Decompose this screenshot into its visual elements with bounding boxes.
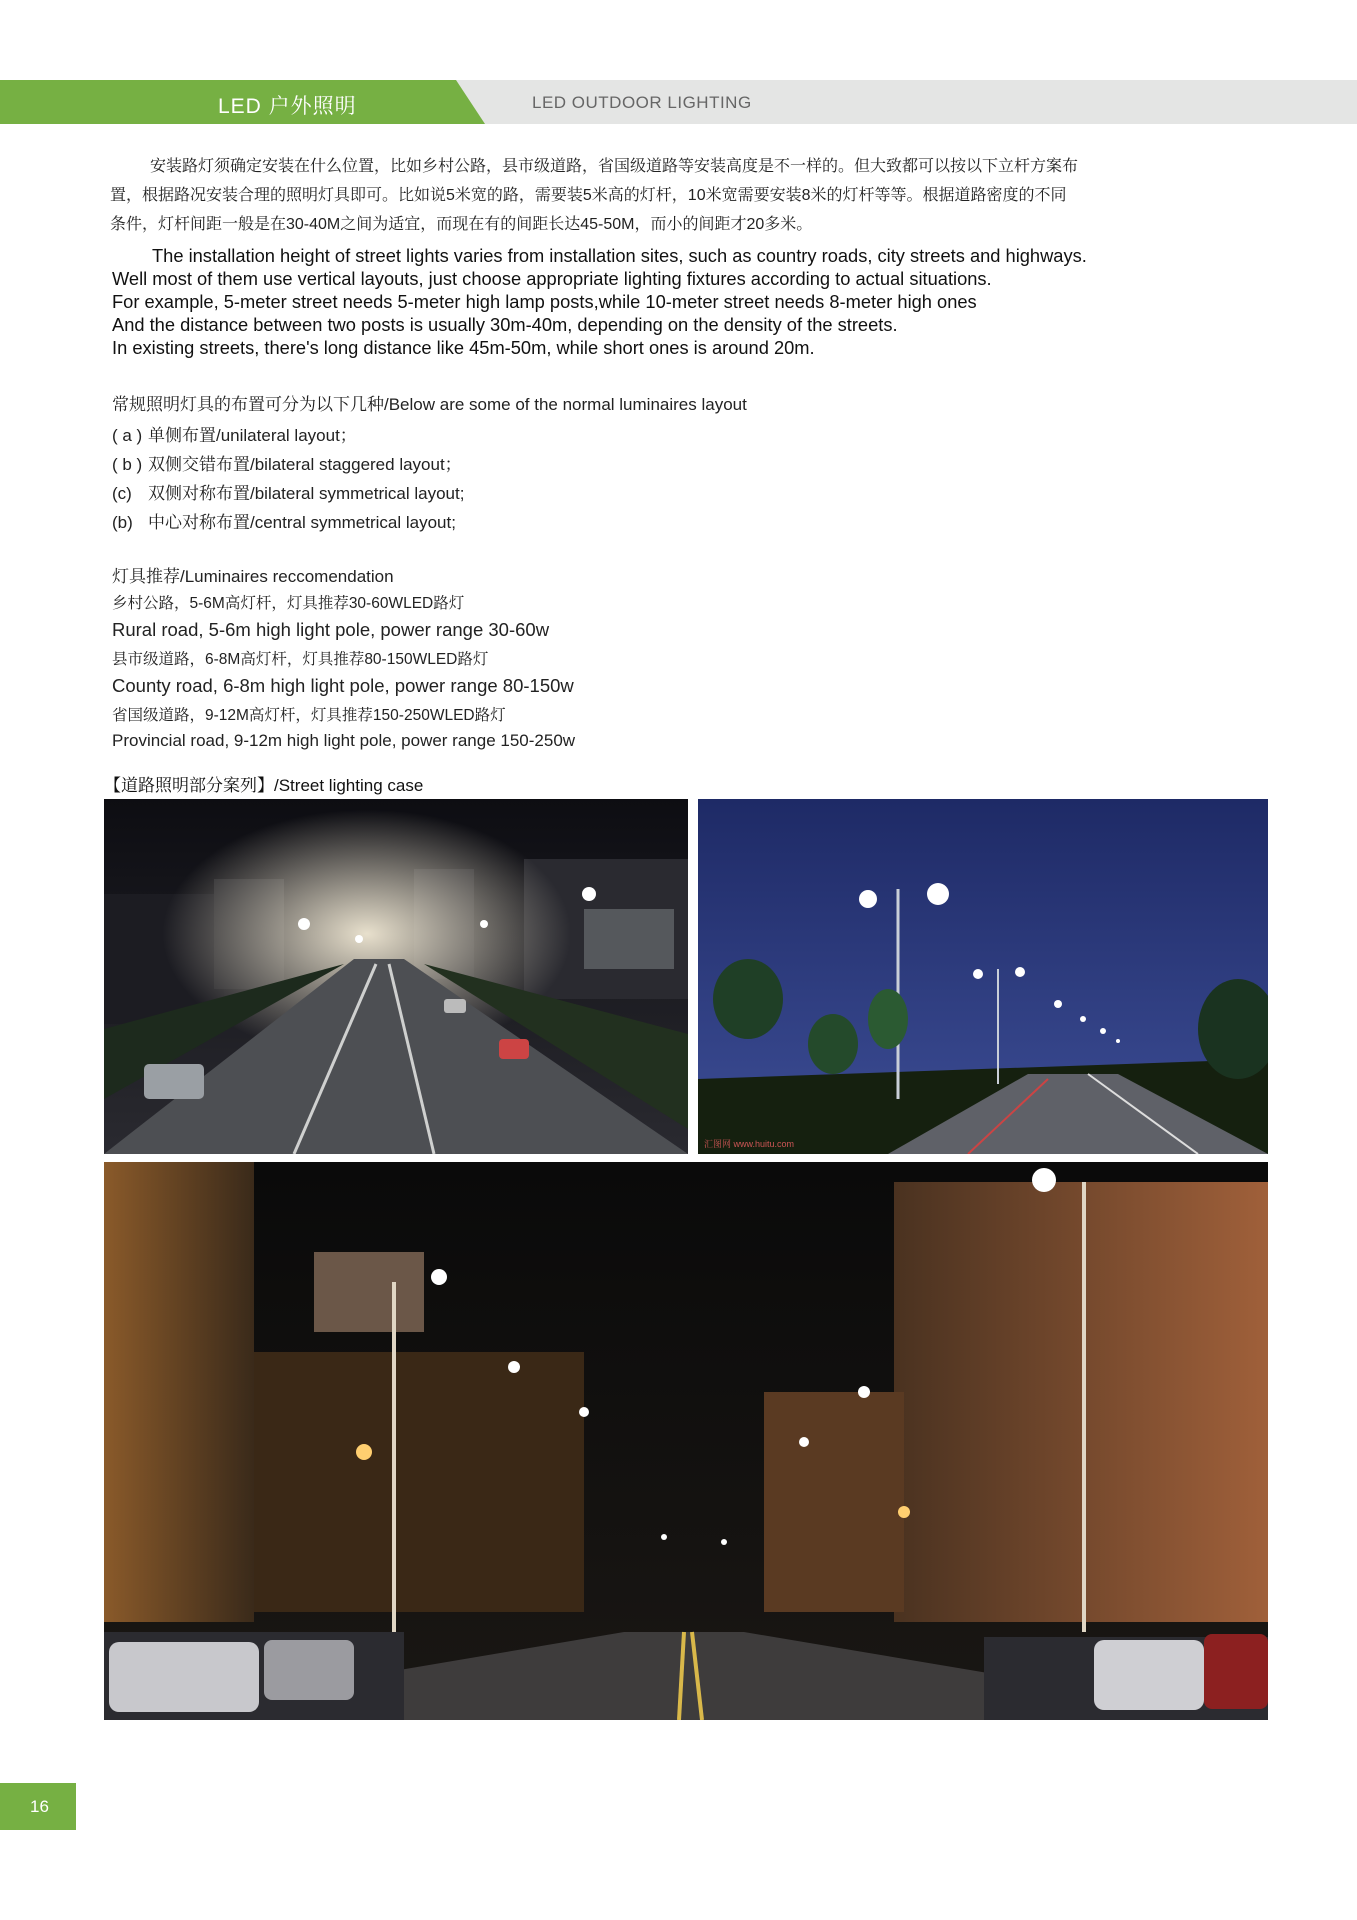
layout-list — [112, 390, 747, 537]
layout-item — [112, 421, 747, 450]
street-photo-highway-image — [698, 799, 1268, 1154]
header-cn-title: LED 户外照明 — [218, 95, 357, 118]
intro-en-line: The installation height of street lights varies from installation sites, such as country roads, city streets and highways. — [152, 245, 1087, 266]
layout-item-text: 中心对称布置/central symmetrical layout; — [148, 513, 456, 532]
case-section-title: 【道路照明部分案列】/Street lighting case — [104, 776, 424, 795]
intro-en-line: In existing streets, there's long distance like 45m-50m, while short ones is around 20m. — [112, 337, 815, 358]
layout-item-text: 双侧交错布置/bilateral staggered layout； — [148, 455, 462, 474]
photo-watermark: 汇图网 www.huitu.com — [704, 1139, 795, 1149]
layout-item-text: 双侧对称布置/bilateral symmetrical layout; — [148, 484, 465, 503]
street-photo-urban-street-image — [104, 1162, 1268, 1720]
intro-english — [112, 244, 1252, 359]
intro-cn-line: 条件，灯杆间距一般是在30-40M之间为适宜，而现在有的间距长达45-50M，而小的间距才20多米。 — [110, 216, 813, 233]
intro-en-line: Well most of them use vertical layouts, just choose appropriate lighting fixtures according to actual situations. — [112, 268, 992, 289]
layout-list-title: 常规照明灯具的布置可分为以下几种/Below are some of the normal luminaires layout — [112, 395, 747, 414]
recommendation-en: Rural road, 5-6m high light pole, power range 30-60w — [112, 619, 550, 640]
recommendation-cn: 省国级道路，9-12M高灯杆，灯具推荐150-250WLED路灯 — [112, 707, 506, 724]
street-photo-urban-street — [104, 1162, 1268, 1720]
intro-cn-line: 置，根据路况安装合理的照明灯具即可。比如说5米宽的路，需要装5米高的灯杆，10米宽需要安装8米的灯杆等等。根据道路密度的不同 — [110, 187, 1067, 204]
layout-item-label: ( a ) — [112, 426, 143, 445]
intro-en-line: For example, 5-meter street needs 5-meter high lamp posts,while 10-meter street needs 8-meter high ones — [112, 291, 977, 312]
layout-item-label: (c) — [112, 484, 132, 503]
layout-item-label: ( b ) — [112, 455, 143, 474]
intro-en-line: And the distance between two posts is usually 30m-40m, depending on the density of the streets. — [112, 314, 898, 335]
recommendation-cn: 乡村公路，5-6M高灯杆，灯具推荐30-60WLED路灯 — [112, 595, 465, 612]
layout-item-text: 单侧布置/unilateral layout； — [148, 426, 357, 445]
page-header — [0, 80, 1357, 124]
luminaire-recommendation — [112, 563, 575, 753]
recommendation-en: County road, 6-8m high light pole, power range 80-150w — [112, 675, 574, 696]
intro-cn-line: 安装路灯须确定安装在什么位置，比如乡村公路，县市级道路，省国级道路等安装高度是不一样的。但大致都可以按以下立杆方案布 — [150, 158, 1079, 175]
layout-item — [112, 450, 747, 479]
layout-item — [112, 508, 747, 537]
street-photo-city-road-image — [104, 799, 688, 1154]
layout-item — [112, 479, 747, 508]
layout-item-label: (b) — [112, 513, 133, 532]
intro-chinese — [110, 152, 1210, 239]
page-number: 16 — [0, 1783, 76, 1830]
street-photo-city-road — [104, 799, 688, 1154]
street-photo-highway — [698, 799, 1268, 1154]
recommendation-en: Provincial road, 9-12m high light pole, power range 150-250w — [112, 731, 576, 750]
recommendation-cn: 县市级道路，6-8M高灯杆，灯具推荐80-150WLED路灯 — [112, 651, 489, 668]
recommendation-title: 灯具推荐/Luminaires reccomendation — [112, 567, 394, 586]
header-en-title: LED OUTDOOR LIGHTING — [532, 93, 752, 112]
